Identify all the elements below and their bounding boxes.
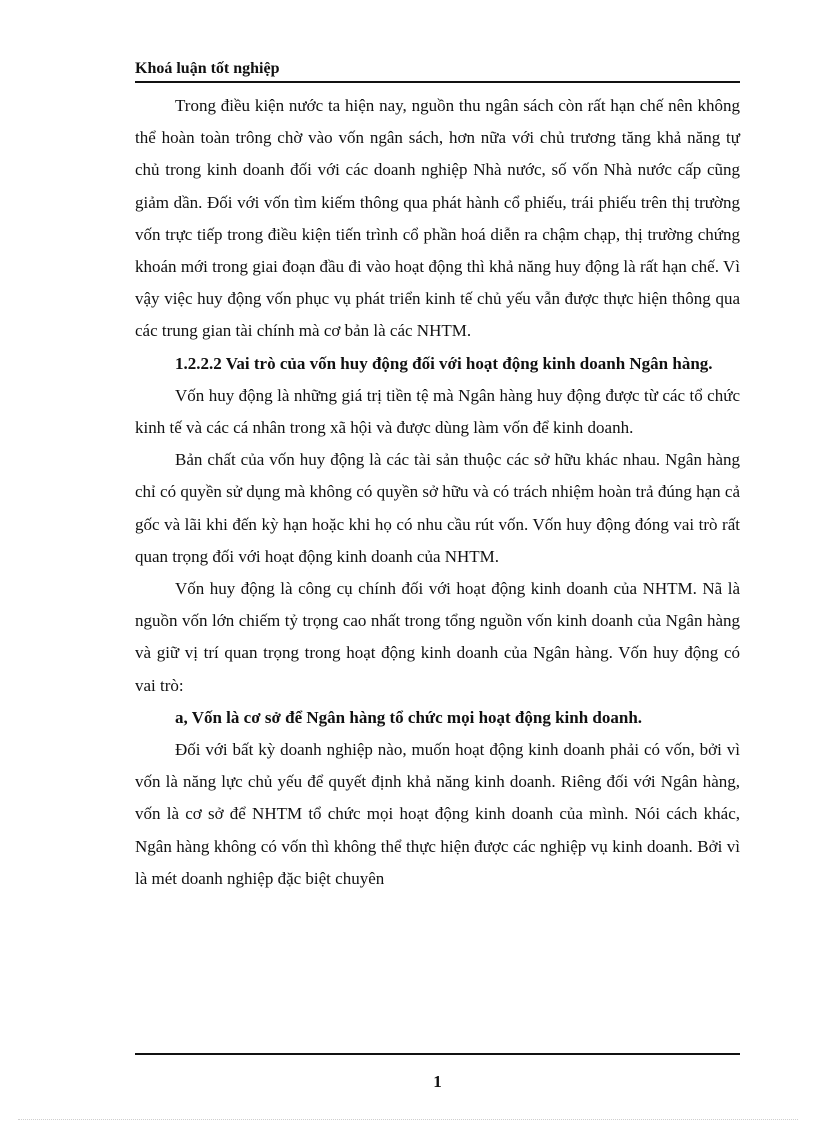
page-number: 1 bbox=[433, 1072, 442, 1091]
page-edge-divider bbox=[18, 1119, 798, 1120]
paragraph: Trong điều kiện nước ta hiện nay, nguồn thu ngân sách còn rất hạn chế nên không thể hoàn toàn trông chờ vào vốn ngân sách, hơn nữa với chủ trương tăng khả năng tự chủ trong kinh doanh đối với các doanh nghiệp Nhà nước, số vốn Nhà nước cấp cũng giảm dần. Đối với vốn tìm kiếm thông qua phát hành cổ phiếu, trái phiếu trên thị trường vốn trực tiếp trong điều kiện tiến trình cổ phần hoá diễn ra chậm chạp, thị trường chứng khoán mới trong giai đoạn đầu đi vào hoạt động thì khả năng huy động là rất hạn chế. Vì vậy việc huy động vốn phục vụ phát triển kinh tế chủ yếu vẫn được thực hiện thông qua các trung gian tài chính mà cơ bản là các NHTM. bbox=[135, 96, 740, 341]
section-heading: 1.2.2.2 Vai trò của vốn huy động đối với hoạt động kinh doanh Ngân hàng. bbox=[175, 353, 713, 373]
paragraph: Vốn huy động là công cụ chính đối với hoạt động kinh doanh của NHTM. Nã là nguồn vốn lớn chiếm tỷ trọng cao nhất trong tổng nguồn vốn kinh doanh của Ngân hàng và giữ vị trí quan trọng trong hoạt động kinh doanh của Ngân hàng. Vốn huy động có vai trò: bbox=[135, 579, 740, 695]
document-body bbox=[135, 90, 740, 895]
running-header: Khoá luận tốt nghiệp bbox=[135, 58, 740, 83]
paragraph: Đối với bất kỳ doanh nghiệp nào, muốn hoạt động kinh doanh phải có vốn, bởi vì vốn là năng lực chủ yếu để quyết định khả năng kinh doanh. Riêng đối với Ngân hàng, vốn là cơ sở để NHTM tổ chức mọi hoạt động kinh doanh của mình. Nói cách khác, Ngân hàng không có vốn thì không thể thực hiện được các nghiệp vụ kinh doanh. Bởi vì là mét doanh nghiệp đặc biệt chuyên bbox=[135, 740, 740, 888]
subsection-heading: a, Vốn là cơ sở để Ngân hàng tổ chức mọi hoạt động kinh doanh. bbox=[175, 707, 643, 727]
footer-rule bbox=[135, 1053, 740, 1055]
paragraph: Vốn huy động là những giá trị tiền tệ mà Ngân hàng huy động được từ các tổ chức kinh tế và các cá nhân trong xã hội và được dùng làm vốn để kinh doanh. bbox=[135, 385, 740, 438]
paragraph: Bản chất của vốn huy động là các tài sản thuộc các sở hữu khác nhau. Ngân hàng chỉ có quyền sử dụng mà không có quyền sở hữu và có trách nhiệm hoàn trả đúng hạn cả gốc và lãi khi đến kỳ hạn hoặc khi họ có nhu cầu rút vốn. Vốn huy động đóng vai trò rất quan trọng đối với hoạt động kinh doanh của NHTM. bbox=[135, 450, 740, 566]
